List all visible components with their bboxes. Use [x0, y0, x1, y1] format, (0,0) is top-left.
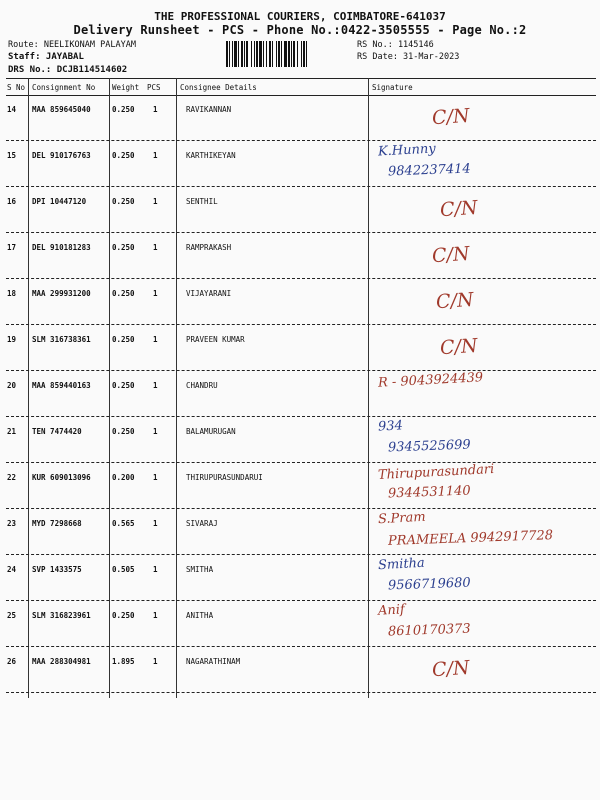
row-weight: 0.250 — [112, 611, 135, 620]
row-consignment-no: KUR 609013096 — [32, 473, 91, 482]
table-row — [0, 142, 600, 188]
row-weight: 0.250 — [112, 335, 135, 344]
row-consignment-no: MAA 859645040 — [32, 105, 91, 114]
row-sno: 15 — [7, 151, 17, 160]
row-consignment-no: TEN 7474420 — [32, 427, 82, 436]
row-pcs: 1 — [153, 519, 158, 528]
signature-phone: 8610170373 — [387, 621, 471, 640]
row-signature — [370, 142, 596, 188]
row-divider — [6, 232, 596, 233]
row-sno: 24 — [7, 565, 17, 574]
staff-label: Staff: JAYABAL — [8, 52, 84, 62]
row-signature — [370, 188, 596, 234]
table-row — [0, 461, 600, 510]
signature-text: Thirupurasundari — [377, 461, 495, 484]
signature-text: Anif — [377, 602, 406, 619]
row-consignee: RAVIKANNAN — [186, 105, 232, 114]
row-signature — [370, 372, 596, 418]
row-sno: 22 — [7, 473, 17, 482]
col-header-signature: Signature — [372, 83, 413, 92]
row-divider — [6, 324, 596, 325]
row-pcs: 1 — [153, 657, 158, 666]
barcode-image — [226, 41, 354, 67]
signature-phone: 9345525699 — [387, 437, 471, 456]
row-weight: 0.505 — [112, 565, 135, 574]
table-row — [0, 602, 600, 648]
row-consignment-no: MAA 288304981 — [32, 657, 91, 666]
row-sno: 16 — [7, 197, 17, 206]
signature-phone: 9344531140 — [387, 483, 471, 502]
row-consignee: SMITHA — [186, 565, 214, 574]
row-signature — [370, 96, 596, 142]
row-consignee: PRAVEEN KUMAR — [186, 335, 245, 344]
rs-number: RS No.: 1145146 — [357, 40, 434, 50]
row-weight: 0.250 — [112, 427, 135, 436]
row-sno: 25 — [7, 611, 17, 620]
table-row — [0, 280, 600, 326]
table-row — [0, 510, 600, 556]
row-divider — [6, 416, 596, 417]
col-header-consignee: Consignee Details — [180, 83, 257, 92]
row-sno: 20 — [7, 381, 17, 390]
signature-text: S.Pram — [377, 509, 426, 528]
row-sno: 21 — [7, 427, 17, 436]
row-pcs: 1 — [153, 243, 158, 252]
row-signature — [370, 648, 596, 694]
row-weight: 0.250 — [112, 243, 135, 252]
row-sno: 23 — [7, 519, 17, 528]
signature-text: K.Hunny — [377, 141, 437, 160]
drs-number: DRS No.: DCJB114514602 — [8, 65, 128, 75]
row-pcs: 1 — [153, 611, 158, 620]
row-consignee: VIJAYARANI — [186, 289, 232, 298]
row-signature — [370, 234, 596, 280]
row-signature — [370, 326, 596, 372]
row-consignment-no: SVP 1433575 — [32, 565, 82, 574]
row-pcs: 1 — [153, 151, 158, 160]
row-sno: 17 — [7, 243, 17, 252]
row-consignment-no: SLM 316823961 — [32, 611, 91, 620]
row-consignment-no: SLM 316738361 — [32, 335, 91, 344]
row-weight: 0.250 — [112, 289, 135, 298]
signature-text: R - 9043924439 — [377, 370, 484, 391]
row-consignee: ANITHA — [186, 611, 214, 620]
signature-phone: PRAMEELA 9942917728 — [387, 528, 554, 549]
row-consignee: CHANDRU — [186, 381, 218, 390]
row-divider — [6, 370, 596, 371]
table-row — [0, 556, 600, 602]
row-consignment-no: MAA 859440163 — [32, 381, 91, 390]
col-header-weight: Weight — [112, 83, 140, 92]
table-row — [0, 188, 600, 234]
row-signature — [370, 510, 596, 556]
signature-phone: 9566719680 — [387, 575, 471, 594]
row-signature — [370, 556, 596, 602]
signature-text: C/N — [431, 104, 471, 130]
row-divider — [6, 646, 596, 647]
row-pcs: 1 — [153, 473, 158, 482]
table-row — [0, 418, 600, 464]
row-signature — [370, 280, 596, 326]
row-sno: 18 — [7, 289, 17, 298]
row-consignee: RAMPRAKASH — [186, 243, 232, 252]
table-row — [0, 372, 600, 418]
signature-text: C/N — [439, 196, 479, 222]
header-rule-top — [6, 78, 596, 79]
row-consignee: KARTHIKEYAN — [186, 151, 236, 160]
row-consignee: SIVARAJ — [186, 519, 218, 528]
row-weight: 0.250 — [112, 151, 135, 160]
row-consignment-no: MYD 7298668 — [32, 519, 82, 528]
row-weight: 1.895 — [112, 657, 135, 666]
row-divider — [6, 186, 596, 187]
company-title: THE PROFESSIONAL COURIERS, COIMBATORE-641037 — [154, 10, 446, 23]
rs-date: RS Date: 31-Mar-2023 — [357, 52, 460, 62]
signature-text: 934 — [377, 418, 404, 435]
row-signature — [370, 418, 596, 464]
row-weight: 0.200 — [112, 473, 135, 482]
signature-text: C/N — [431, 242, 471, 268]
signature-text: C/N — [439, 334, 479, 360]
runsheet-subtitle: Delivery Runsheet - PCS - Phone No.:0422-3505555 - Page No.:2 — [73, 23, 527, 37]
row-pcs: 1 — [153, 565, 158, 574]
row-consignment-no: DPI 10447120 — [32, 197, 87, 206]
row-sno: 26 — [7, 657, 17, 666]
row-weight: 0.250 — [112, 105, 135, 114]
row-divider — [6, 600, 596, 601]
row-weight: 0.565 — [112, 519, 135, 528]
row-pcs: 1 — [153, 105, 158, 114]
table-row — [0, 648, 600, 694]
row-weight: 0.250 — [112, 197, 135, 206]
signature-text: C/N — [431, 656, 471, 682]
row-sno: 14 — [7, 105, 17, 114]
row-pcs: 1 — [153, 381, 158, 390]
row-pcs: 1 — [153, 335, 158, 344]
row-divider — [6, 278, 596, 279]
row-signature — [370, 461, 596, 510]
row-divider — [6, 692, 596, 693]
row-divider — [6, 554, 596, 555]
row-consignee: BALAMURUGAN — [186, 427, 236, 436]
row-sno: 19 — [7, 335, 17, 344]
row-divider — [6, 140, 596, 141]
col-header-consignment: Consignment No — [32, 83, 96, 92]
row-consignment-no: DEL 910181283 — [32, 243, 91, 252]
row-divider — [6, 462, 596, 463]
row-weight: 0.250 — [112, 381, 135, 390]
row-pcs: 1 — [153, 197, 158, 206]
signature-phone: 9842237414 — [387, 161, 471, 180]
signature-text: C/N — [435, 288, 475, 314]
row-consignee: THIRUPURASUNDARUI — [186, 473, 263, 482]
table-row — [0, 96, 600, 142]
table-row — [0, 234, 600, 280]
row-divider — [6, 508, 596, 509]
row-pcs: 1 — [153, 289, 158, 298]
signature-text: Smitha — [377, 555, 426, 574]
col-header-pcs: PCS — [147, 83, 161, 92]
col-header-sno: S No — [7, 83, 26, 92]
route-label: Route: NEELIKONAM PALAYAM — [8, 40, 136, 50]
row-consignment-no: DEL 910176763 — [32, 151, 91, 160]
row-consignee: NAGARATHINAM — [186, 657, 241, 666]
row-pcs: 1 — [153, 427, 158, 436]
row-consignee: SENTHIL — [186, 197, 218, 206]
row-consignment-no: MAA 299931200 — [32, 289, 91, 298]
row-signature — [370, 602, 596, 648]
table-row — [0, 326, 600, 372]
